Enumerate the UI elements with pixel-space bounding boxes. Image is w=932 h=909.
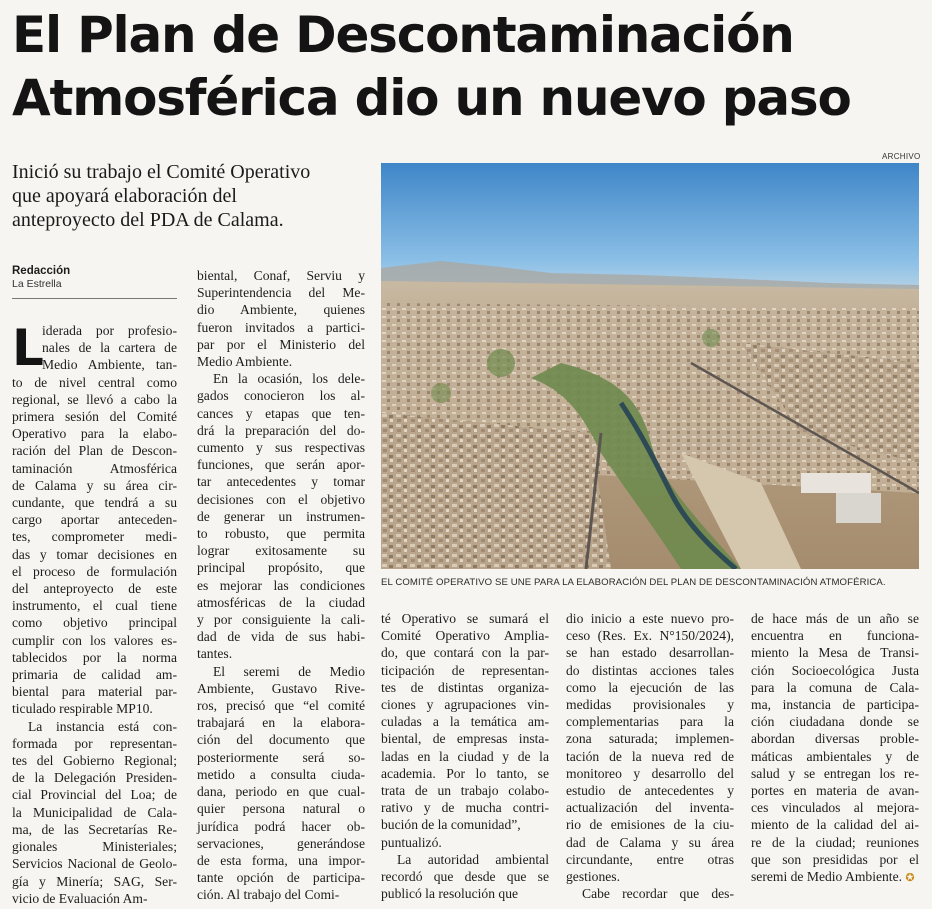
headline-line-1: El Plan de Descontaminación bbox=[12, 6, 794, 64]
col2-line: tante opción de participa- bbox=[197, 870, 365, 886]
col4-line: zona saturada; implemen- bbox=[566, 731, 734, 747]
col1-line: ma, de las Secretarías Re- bbox=[12, 821, 177, 837]
col1-line: taminación Atmosférica bbox=[12, 460, 177, 476]
col1-line: la Municipalidad de Cala- bbox=[12, 804, 177, 820]
col1-line: tablecidos por la norma bbox=[12, 649, 177, 665]
col1-line: La instancia está con- bbox=[28, 718, 177, 734]
col1-line: instrumento, el cual tiene bbox=[12, 598, 177, 614]
col2-line: Superintendencia del Me- bbox=[197, 285, 365, 301]
col4-line: estudio de antecedentes y bbox=[566, 783, 734, 799]
col2-line: En la ocasión, los dele- bbox=[213, 371, 365, 387]
col2-line: cances y etapas que ten- bbox=[197, 405, 365, 421]
col3-line: tes de distintas organiza- bbox=[381, 679, 549, 695]
col3-line: bución de la comunidad”, bbox=[381, 817, 521, 833]
col5-line: que son presididas por el bbox=[751, 851, 919, 867]
col1-line: de la Delegación Presiden- bbox=[12, 770, 177, 786]
col2-line: funciones, que serán apor- bbox=[197, 457, 365, 473]
col2-line: cumento y sus respectivas bbox=[197, 440, 365, 456]
subhead-line-3: anteproyecto del PDA de Calama. bbox=[12, 209, 284, 231]
col4-line: gestiones. bbox=[566, 869, 620, 885]
col2-line: trabajará en la elabora- bbox=[197, 715, 365, 731]
headline-line-2: Atmosférica dio un nuevo paso bbox=[12, 69, 851, 127]
col2-line: dio Ambiente, quienes bbox=[197, 302, 365, 318]
byline-publication: La Estrella bbox=[12, 278, 62, 290]
col4-line: Cabe recordar que des- bbox=[582, 886, 734, 902]
col4-line: medidas provisionales y bbox=[566, 697, 734, 713]
col5-line: portes en materia de avan- bbox=[751, 783, 919, 799]
byline bbox=[12, 264, 177, 291]
col2-line: ción del documento que bbox=[197, 732, 365, 748]
col4-line: dad de Calama y su área bbox=[566, 834, 734, 850]
col2-line: ción. Al trabajo del Comi- bbox=[197, 887, 340, 903]
byline-author: Redacción bbox=[12, 265, 71, 277]
col1-line: formada por representan- bbox=[12, 735, 177, 751]
col2-line: El seremi de Medio bbox=[213, 663, 365, 679]
col4-line: ceso (Res. Ex. N°150/2024), bbox=[566, 628, 734, 644]
article-column-4 bbox=[566, 610, 734, 902]
col5-line: encuentra en funciona- bbox=[751, 628, 919, 644]
col2-line: par por el Ministerio del bbox=[197, 336, 365, 352]
col2-line: Medio Ambiente. bbox=[197, 354, 293, 370]
article-column-1 bbox=[12, 319, 177, 907]
col4-line: como la ejecución de las bbox=[566, 679, 734, 695]
col3-line: culadas a la temática am- bbox=[381, 714, 549, 730]
col3-line: biental, de empresas insta- bbox=[381, 731, 549, 747]
col1-line: iderada por profesio- bbox=[42, 323, 177, 338]
drop-cap: L bbox=[12, 319, 44, 377]
col3-line: ciones y agrupaciones vin- bbox=[381, 697, 549, 713]
col5-line bbox=[751, 868, 919, 887]
col1-line: como objetivo principal bbox=[12, 615, 177, 631]
col1-line: ticulado respirable MP10. bbox=[12, 701, 153, 717]
col1-line: cial Provincial del Loa; de bbox=[12, 787, 177, 803]
article-column-2 bbox=[197, 267, 365, 904]
article-column-5 bbox=[751, 610, 919, 887]
col1-line: ración del Plan de Descon- bbox=[12, 443, 177, 459]
col2-line: drá la preparación del do- bbox=[197, 422, 365, 438]
col2-line: principal propósito, que bbox=[197, 560, 365, 576]
col1-line: gionales Ministeriales; bbox=[12, 839, 177, 855]
col1-line: primera sesión del Comité bbox=[12, 409, 177, 425]
col1-line: das y tomar decisiones en bbox=[12, 546, 177, 562]
col5-line: para la comuna de Cala- bbox=[751, 679, 919, 695]
col1-line: nales de la cartera de bbox=[42, 340, 177, 356]
col2-line: Ambiente, Gustavo Rive- bbox=[197, 680, 365, 696]
col5-line: ción Socioecológica Justa bbox=[751, 662, 919, 678]
col3-line: recordó que desde que se bbox=[381, 869, 549, 885]
col1-line: regional, se llevó a cabo la bbox=[12, 391, 177, 407]
col4-line: rio de emisiones de la ciu- bbox=[566, 817, 734, 833]
col2-line: biental, Conaf, Serviu y bbox=[197, 268, 365, 283]
col4-line: circundante, entre otras bbox=[566, 851, 734, 867]
col3-line: Comité Operativo Amplia- bbox=[381, 628, 549, 644]
col1-line: cundante, que tendrá a su bbox=[12, 495, 177, 511]
col1-line: to de nivel central como bbox=[12, 374, 177, 390]
col4-line: tación de la nueva red de bbox=[566, 748, 734, 764]
col5-line: ma, instancia de participa- bbox=[751, 697, 919, 713]
col3-line: puntualizó. bbox=[381, 834, 442, 850]
col2-line: de generar un instrumen- bbox=[197, 508, 365, 524]
col2-line: dana, periodo en que cual- bbox=[197, 784, 365, 800]
col1-line: primaria de calidad am- bbox=[12, 667, 177, 683]
col1-line: gía y Minería; SAG, Ser- bbox=[12, 873, 177, 889]
col3-line: publicó la resolución que bbox=[381, 886, 519, 902]
col2-line: to robusto, que permita bbox=[197, 526, 365, 542]
col2-line: y por consiguiente la cali- bbox=[197, 612, 365, 628]
col1-line: tes del Gobierno Regional; bbox=[12, 753, 177, 769]
subhead-line-2: que apoyará elaboración del bbox=[12, 185, 237, 207]
col2-line: quier persona natural o bbox=[197, 801, 365, 817]
col2-line: dad de vida de sus habi- bbox=[197, 629, 365, 645]
col2-line: decisiones con el objetivo bbox=[197, 491, 365, 507]
col5-line: máticas ambientales y de bbox=[751, 748, 919, 764]
article-column-3 bbox=[381, 610, 549, 902]
col2-line: jurídica podrá hacer ob- bbox=[197, 818, 365, 834]
byline-divider bbox=[12, 298, 177, 299]
col1-line: cargo aportar anteceden- bbox=[12, 512, 177, 528]
col4-line: se han estado desarrollan- bbox=[566, 645, 734, 661]
col2-line: lograr exitosamente su bbox=[197, 543, 365, 559]
col2-line: atmosféricas de la ciudad bbox=[197, 594, 365, 610]
col5-line: abordan diversas proble- bbox=[751, 731, 919, 747]
col2-line: de esta forma, una impor- bbox=[197, 852, 365, 868]
headline bbox=[12, 4, 922, 130]
photo-caption: EL COMITÉ OPERATIVO SE UNE PARA LA ELABORACIÓN DEL PLAN DE DESCONTAMINACIÓN ATMOFÉRICA. bbox=[381, 577, 886, 588]
aerial-city-illustration bbox=[381, 163, 919, 569]
col2-line: fueron invitados a partici- bbox=[197, 319, 365, 335]
col3-line: do, que contará con la par- bbox=[381, 645, 549, 661]
col1-line: el proceso de formulación bbox=[12, 563, 177, 579]
subheadline bbox=[12, 160, 372, 232]
col2-line: tar antecedentes y tomar bbox=[197, 474, 365, 490]
col4-line: dio inicio a este nuevo pro- bbox=[566, 611, 734, 626]
col2-line: metido a consulta ciuda- bbox=[197, 766, 365, 782]
col1-line: Servicios Nacional de Geolo- bbox=[12, 856, 177, 872]
col5-line: ces vinculados al mejora- bbox=[751, 800, 919, 816]
col5-line-text: seremi de Medio Ambiente. bbox=[751, 869, 903, 885]
col5-line: re de la ciudad; reuniones bbox=[751, 834, 919, 850]
photo-credit: ARCHIVO bbox=[882, 152, 921, 161]
col5-line: miento de la calidad del ai- bbox=[751, 817, 919, 833]
col2-line: servaciones, generándose bbox=[197, 835, 365, 851]
col1-line: Medio Ambiente, tan- bbox=[42, 357, 177, 373]
subhead-line-1: Inició su trabajo el Comité Operativo bbox=[12, 161, 311, 183]
col2-line: posteriormente será so- bbox=[197, 749, 365, 765]
col1-line: vicio de Evaluación Am- bbox=[12, 890, 148, 906]
col3-line: té Operativo se sumará el bbox=[381, 611, 549, 626]
col2-line: es mejorar las condiciones bbox=[197, 577, 365, 593]
col3-line: trata de un trabajo colabo- bbox=[381, 783, 549, 799]
col4-line: actualización del inventa- bbox=[566, 800, 734, 816]
col1-line: tes, comprometer medi- bbox=[12, 529, 177, 545]
col1-line: biental para material par- bbox=[12, 684, 177, 700]
col4-line: monitoreo y desarrollo del bbox=[566, 765, 734, 781]
col2-line: ros, precisó que “el comité bbox=[197, 698, 365, 714]
col3-line: rativo y de mucha contri- bbox=[381, 800, 549, 816]
col1-line: de Calama y su área cir- bbox=[12, 477, 177, 493]
col5-line: de hace más de un año se bbox=[751, 611, 919, 626]
col4-line: complementarias para la bbox=[566, 714, 734, 730]
col1-line: cumplir con los valores es- bbox=[12, 632, 177, 648]
col2-line: gados conocieron los al- bbox=[197, 388, 365, 404]
col5-line: miento la Mesa de Transi- bbox=[751, 645, 919, 661]
col1-line: del anteproyecto de este bbox=[12, 581, 177, 597]
col3-line: ladas en la ciudad y de la bbox=[381, 748, 549, 764]
col4-line: do distintas acciones tales bbox=[566, 662, 734, 678]
col2-line: tantes. bbox=[197, 646, 233, 662]
end-mark-icon: ✪ bbox=[905, 872, 915, 885]
col3-line: academia. Por lo tanto, se bbox=[381, 765, 549, 781]
col3-line: La autoridad ambiental bbox=[397, 851, 549, 867]
col5-line: salud y se entregan los re- bbox=[751, 765, 919, 781]
col3-line: ticipación de representan- bbox=[381, 662, 549, 678]
col1-line: Operativo para la elabo- bbox=[12, 426, 177, 442]
aerial-city-photo bbox=[381, 163, 919, 569]
col5-line: ción ciudadana donde se bbox=[751, 714, 919, 730]
